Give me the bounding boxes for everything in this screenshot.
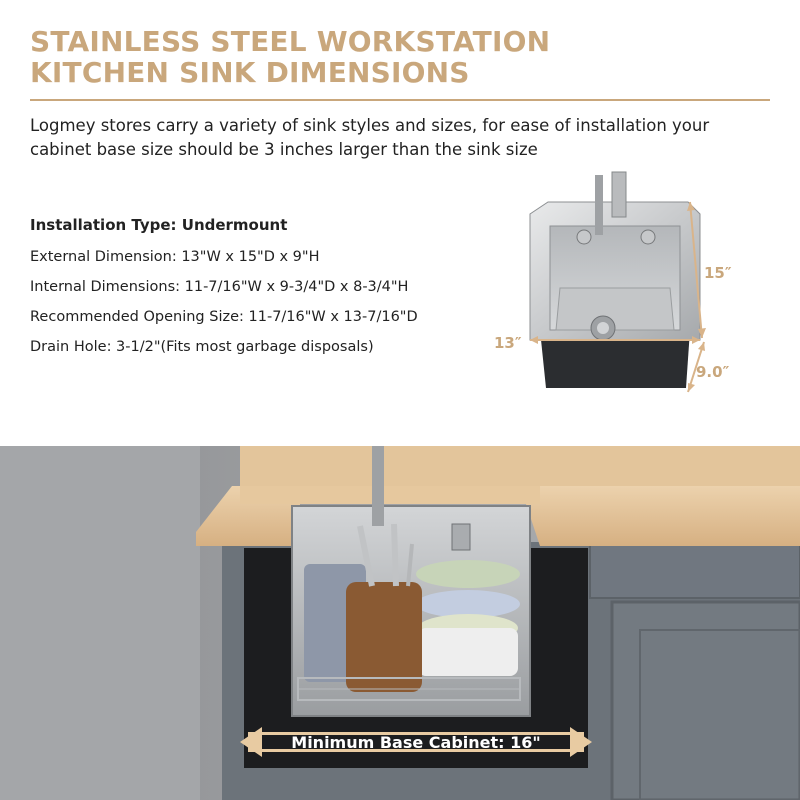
intro-line-1: Logmey stores carry a variety of sink styles and sizes, for ease of installation your	[30, 116, 710, 135]
green-bowl	[416, 560, 520, 588]
wooden-utensil-holder	[346, 582, 422, 692]
countertop-right	[520, 486, 800, 546]
title-line-1: STAINLESS STEEL WORKSTATION	[30, 25, 551, 58]
spec-internal-dimensions: Internal Dimensions: 11-7/16"W x 9-3/4"D x 8-3/4"H	[30, 279, 409, 295]
wood-backsplash	[240, 446, 800, 486]
intro-paragraph	[30, 114, 730, 162]
soap-dispenser-icon	[577, 230, 591, 244]
title-line-2: KITCHEN SINK DIMENSIONS	[30, 56, 470, 89]
cabinet-drawer	[590, 542, 800, 598]
spec-external-dimension: External Dimension: 13"W x 15"D x 9"H	[30, 249, 320, 265]
spec-drain-hole: Drain Hole: 3-1/2"(Fits most garbage disposals)	[30, 339, 374, 355]
installation-type: Installation Type: Undermount	[30, 216, 288, 234]
spec-list	[30, 214, 500, 367]
faucet-photo	[372, 446, 384, 526]
page-title	[30, 26, 770, 88]
width-label: 13″	[494, 334, 522, 352]
sink-dimension-diagram	[490, 170, 750, 400]
title-divider	[30, 99, 770, 101]
blue-bowl	[416, 590, 520, 618]
base-cabinet-label: Minimum Base Cabinet: 16"	[291, 732, 541, 752]
intro-line-2: cabinet base size should be 3 inches larger than the sink size	[30, 140, 538, 159]
white-bowl	[418, 628, 518, 676]
depth-label: 15″	[704, 264, 732, 282]
faucet-icon	[595, 175, 603, 235]
height-label: 9.0″	[696, 363, 730, 381]
spec-recommended-opening: Recommended Opening Size: 11-7/16"W x 13-7/16"D	[30, 309, 418, 325]
